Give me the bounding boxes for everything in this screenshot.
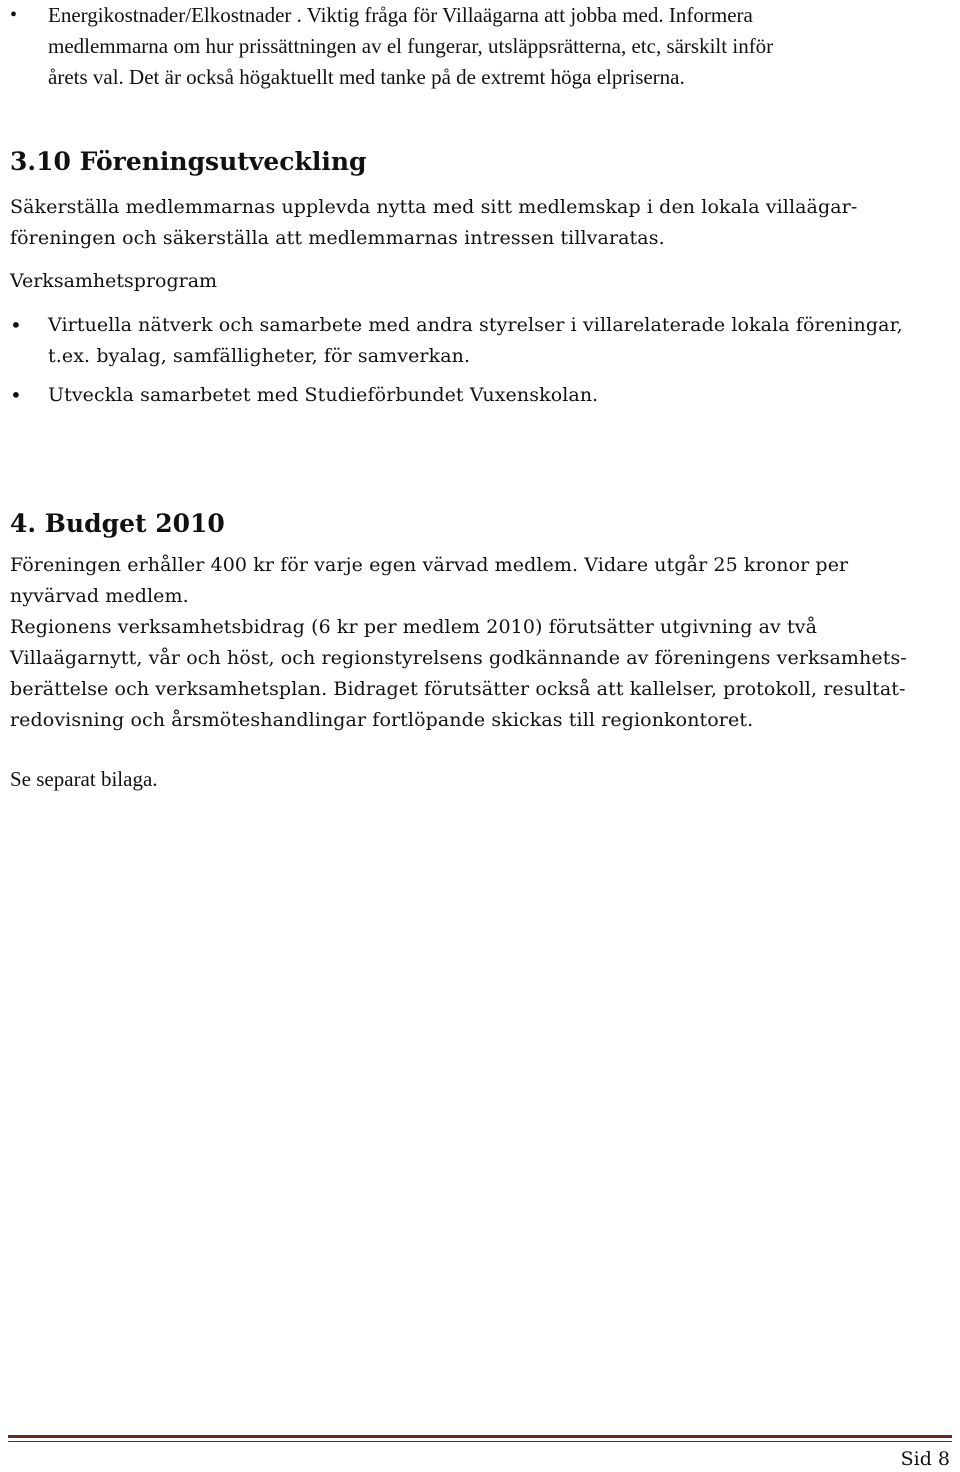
section-heading: 4. Budget 2010 — [10, 509, 225, 538]
bullet-text — [48, 310, 945, 372]
text-line: Utveckla samarbetet med Studieförbundet Vuxenskolan. — [48, 384, 599, 406]
section-heading: 3.10 Föreningsutveckling — [10, 147, 367, 176]
list-item — [10, 380, 945, 411]
bullet-icon: • — [10, 4, 18, 26]
bullet-icon: • — [10, 383, 22, 407]
top-bullet-list — [10, 0, 945, 93]
text-line: föreningen och säkerställa att medlemmarnas intressen tillvaratas. — [10, 227, 665, 249]
bullet-icon: • — [10, 313, 22, 337]
bullet-text — [48, 0, 945, 93]
text-line: medlemmarna om hur prissättningen av el fungerar, utsläppsrätterna, etc, särskilt inför — [48, 34, 774, 58]
attachment-note: Se separat bilaga. — [10, 767, 158, 791]
text-line: nyvärvad medlem. — [10, 585, 189, 607]
program-bullet-list — [10, 310, 945, 411]
footer-divider — [8, 1435, 952, 1438]
footer-divider — [8, 1441, 952, 1442]
text-line: årets val. Det är också högaktuellt med tanke på de extremt höga elpriserna. — [48, 65, 685, 89]
list-item — [10, 310, 945, 372]
text-line: Föreningen erhåller 400 kr för varje egen värvad medlem. Vidare utgår 25 kronor per — [10, 554, 849, 576]
text-line: redovisning och årsmöteshandlingar fortlöpande skickas till regionkontoret. — [10, 709, 754, 731]
text-line: t.ex. byalag, samfälligheter, för samverkan. — [48, 345, 471, 367]
section-intro — [10, 192, 945, 254]
text-line: Regionens verksamhetsbidrag (6 kr per medlem 2010) förutsätter utgivning av två — [10, 616, 818, 638]
text-line: Energikostnader/Elkostnader . Viktig fråga för Villaägarna att jobba med. Informera — [48, 3, 753, 27]
page-number: Sid 8 — [900, 1448, 950, 1470]
budget-paragraph — [10, 550, 945, 736]
bullet-text — [48, 380, 945, 411]
text-line: Virtuella nätverk och samarbete med andra styrelser i villarelaterade lokala föreningar, — [48, 314, 903, 336]
subheading: Verksamhetsprogram — [10, 270, 218, 292]
text-line: Säkerställa medlemmarnas upplevda nytta med sitt medlemskap i den lokala villaägar- — [10, 196, 858, 218]
text-line: Villaägarnytt, vår och höst, och regionstyrelsens godkännande av föreningens verksamhets- — [10, 647, 907, 669]
text-line: berättelse och verksamhetsplan. Bidraget förutsätter också att kallelser, protokoll, resultat- — [10, 678, 906, 700]
list-item — [10, 0, 945, 93]
